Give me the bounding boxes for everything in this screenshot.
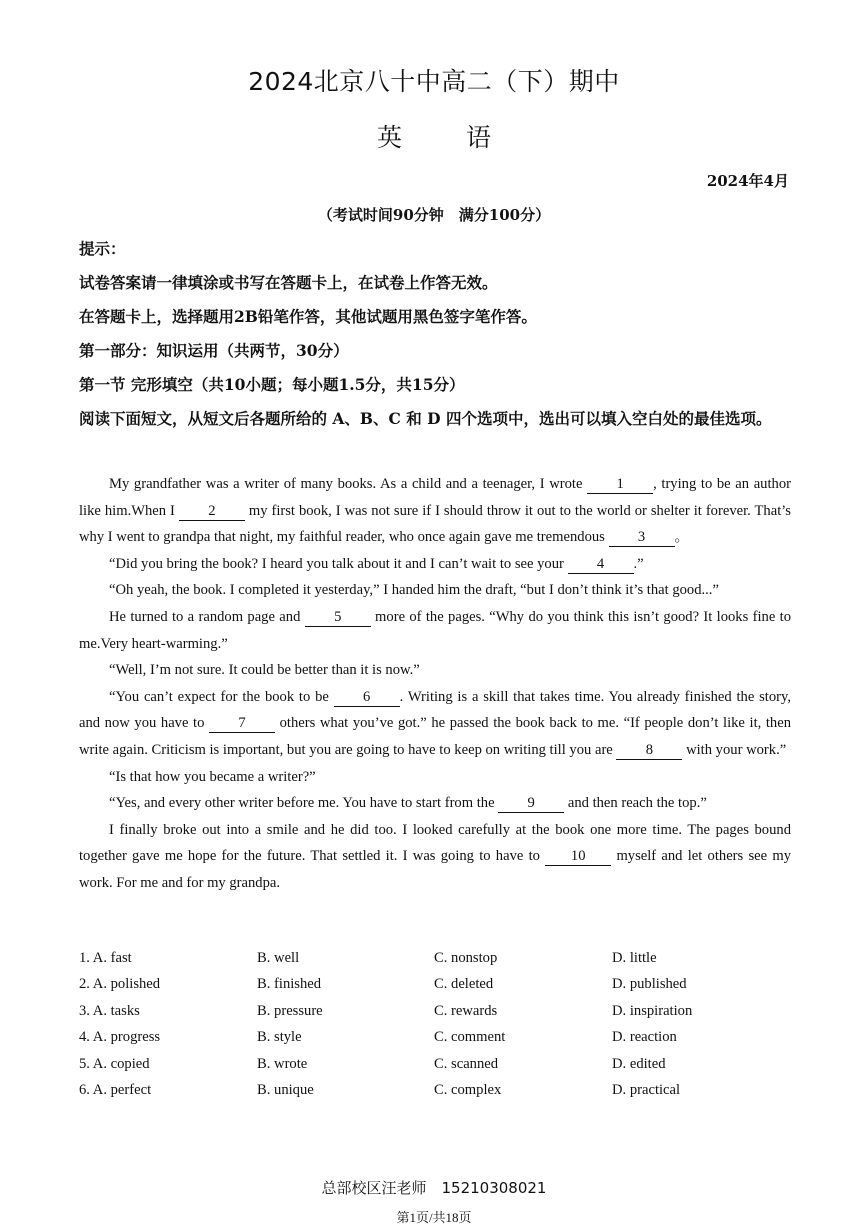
option-d: D. published — [612, 976, 687, 993]
paragraph-3: “Oh yeah, the book. I completed it yesterday,” I handed him the draft, “but I don’t think it’s that good...” — [109, 582, 719, 599]
option-row — [79, 1056, 791, 1082]
blank-2: 2 — [179, 502, 245, 521]
exam-info: （考试时间90分钟 满分100分） — [317, 206, 551, 224]
paragraph-1: My grandfather was a writer of many books. As a child and a teenager, I wrote 1 , trying to be an author like him.When I 2 my first book, I was not sure if I should throw it out to the world or shelter it forever. That’s why I went to grandpa that night, my faithful reader, who once again gave me tremendous 3 。 — [79, 476, 791, 546]
option-b: B. unique — [257, 1081, 314, 1098]
option-d: D. practical — [612, 1081, 681, 1098]
paragraph-7: “Is that how you became a writer?” — [109, 768, 316, 785]
paragraph-8: “Yes, and every other writer before me. You have to start from the 9 and then reach the top.” — [109, 795, 707, 812]
option-row — [79, 976, 791, 1002]
blank-9: 9 — [498, 794, 564, 813]
blank-6: 6 — [334, 688, 400, 707]
blank-7: 7 — [209, 714, 275, 733]
answer-options — [79, 950, 791, 1108]
blank-4: 4 — [568, 555, 634, 574]
option-a: 5. A. copied — [79, 1055, 150, 1072]
subject-title — [0, 118, 868, 154]
option-row — [79, 1029, 791, 1055]
option-a: 1. A. fast — [79, 950, 132, 966]
page-number: 第1页/共18页 — [396, 1210, 472, 1225]
option-b: B. wrote — [257, 1055, 308, 1072]
subject-char-2: 语 — [466, 123, 492, 152]
paragraph-5: “Well, I’m not sure. It could be better than it is now.” — [109, 662, 420, 679]
paragraph-9: I finally broke out into a smile and he did too. I looked carefully at the book one more time. The pages bound together gave me hope for the future. That settled it. I was going to have to 10 myself and let others see my work. For me and for my grandpa. — [79, 821, 791, 891]
option-row — [79, 1082, 791, 1108]
option-a: 6. A. perfect — [79, 1081, 152, 1098]
option-c: C. nonstop — [434, 950, 498, 966]
option-a: 2. A. polished — [79, 976, 161, 993]
option-c: C. deleted — [434, 976, 494, 993]
option-b: B. well — [257, 950, 300, 966]
blank-3: 3 — [609, 528, 675, 547]
paragraph-2: “Did you bring the book? I heard you talk about it and I can’t wait to see your 4 .” — [109, 555, 644, 572]
blank-8: 8 — [616, 741, 682, 760]
option-b: B. style — [257, 1029, 302, 1046]
option-d: D. inspiration — [612, 1002, 693, 1019]
option-c: C. complex — [434, 1081, 502, 1098]
option-b: B. pressure — [257, 1002, 323, 1019]
option-b: B. finished — [257, 976, 322, 993]
option-d: D. reaction — [612, 1029, 677, 1046]
notes-label: 提示： — [79, 239, 126, 258]
option-a: 4. A. progress — [79, 1029, 161, 1046]
option-a: 3. A. tasks — [79, 1002, 140, 1019]
option-c: C. comment — [434, 1029, 506, 1046]
cloze-passage — [79, 471, 791, 897]
option-c: C. rewards — [434, 1002, 498, 1019]
option-d: D. edited — [612, 1055, 666, 1072]
paragraph-4: He turned to a random page and 5 more of the pages. “Why do you think this isn’t good? It looks fine to me.Very heart-warming.” — [79, 608, 791, 652]
option-row — [79, 950, 791, 976]
blank-5: 5 — [305, 608, 371, 627]
exam-title: 2024北京八十中高二（下）期中 — [248, 67, 620, 96]
option-d: D. little — [612, 950, 657, 966]
notes-line-2: 在答题卡上，选择题用2B铅笔作答，其他试题用黑色签字笔作答。 — [79, 307, 537, 326]
exam-date: 2024年4月 — [706, 172, 789, 190]
subject-char-1: 英 — [376, 123, 402, 152]
footer-contact: 总部校区汪老师 15210308021 — [321, 1179, 547, 1197]
option-c: C. scanned — [434, 1055, 499, 1072]
blank-1: 1 — [587, 475, 653, 494]
option-row — [79, 1003, 791, 1029]
paragraph-6: “You can’t expect for the book to be 6 . Writing is a skill that takes time. You already finished the story, and now you have to 7 others what you’ve got.” he passed the book back to me. “If people don’t like it, then write again. Criticism is important, but you are going to have to keep on writing till you are 8 with your work.” — [79, 688, 791, 758]
instruction: 阅读下面短文，从短文后各题所给的 A、B、C 和 D 四个选项中，选出可以填入空白处的最佳选项。 — [79, 409, 772, 428]
notes-line-1: 试卷答案请一律填涂或书写在答题卡上，在试卷上作答无效。 — [79, 273, 498, 292]
blank-10: 10 — [545, 847, 611, 866]
section-heading: 第一节 完形填空（共10小题；每小题1.5分，共15分） — [79, 375, 465, 394]
part-heading: 第一部分：知识运用（共两节，30分） — [79, 341, 349, 360]
